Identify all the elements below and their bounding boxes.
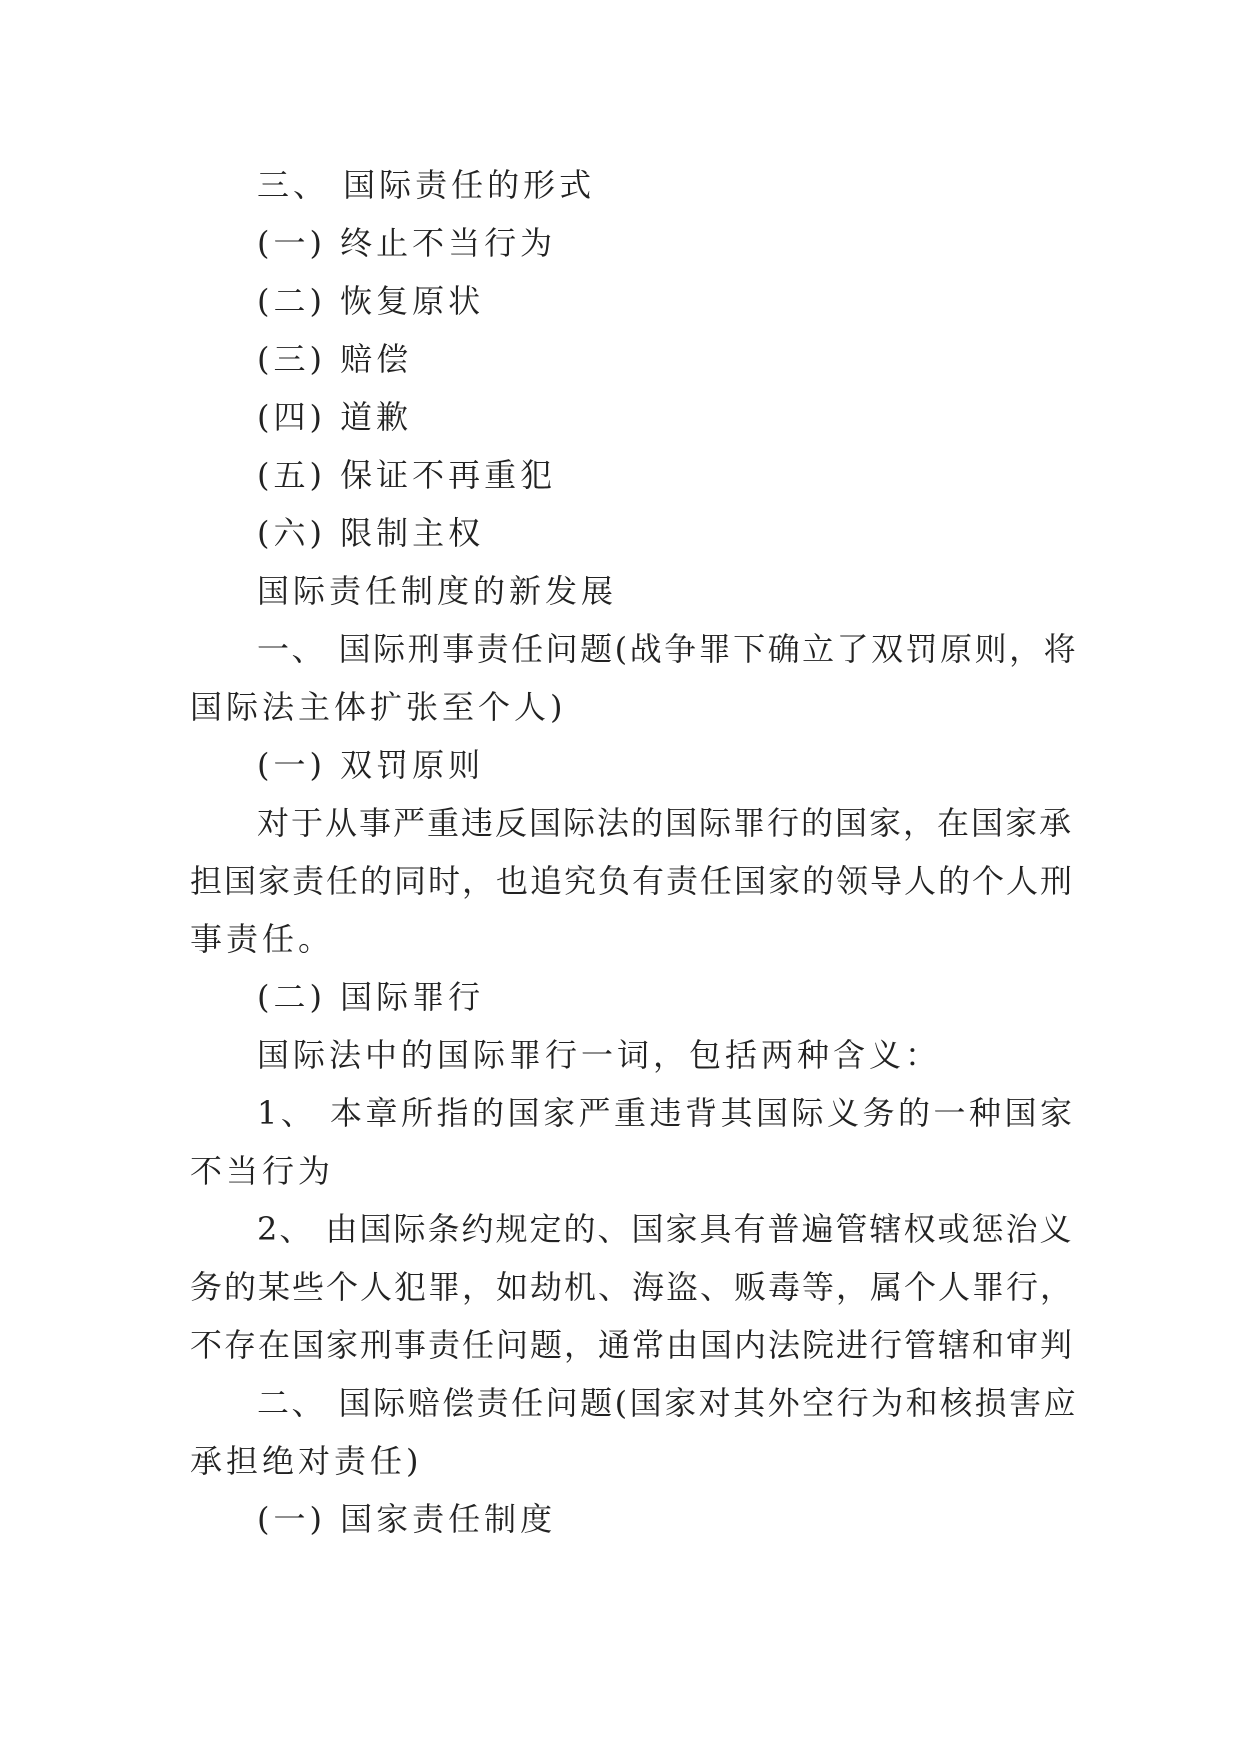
- paragraph-criminal-responsibility: 一、 国际刑事责任问题(战争罪下确立了双罚原则，将: [257, 630, 1079, 668]
- list-item-restitution: (二) 恢复原状: [257, 282, 485, 320]
- paragraph-double-punishment-body-cont1: 担国家责任的同时，也追究负有责任国家的领导人的个人刑: [190, 862, 1075, 900]
- paragraph-meaning-2-cont2: 不存在国家刑事责任问题，通常由国内法院进行管辖和审判: [190, 1326, 1075, 1364]
- paragraph-meaning-2: 2、 由国际条约规定的、国家具有普遍管辖权或惩治义: [257, 1210, 1074, 1248]
- list-item-state-responsibility-system: (一) 国家责任制度: [257, 1500, 557, 1538]
- section-heading-forms: 三、 国际责任的形式: [257, 166, 596, 204]
- list-item-guarantee-non-repetition: (五) 保证不再重犯: [257, 456, 557, 494]
- paragraph-criminal-responsibility-cont: 国际法主体扩张至个人): [190, 688, 567, 726]
- paragraph-double-punishment-body-cont2: 事责任。: [190, 920, 335, 958]
- paragraph-double-punishment-body: 对于从事严重违反国际法的国际罪行的国家，在国家承: [257, 804, 1074, 842]
- section-heading-new-developments: 国际责任制度的新发展: [257, 572, 618, 610]
- paragraph-liability-cont: 承担绝对责任): [190, 1442, 423, 1480]
- list-item-cease-wrongful-act: (一) 终止不当行为: [257, 224, 557, 262]
- paragraph-meaning-1: 1、 本章所指的国家严重违背其国际义务的一种国家: [257, 1094, 1076, 1132]
- paragraph-meaning-2-cont1: 务的某些个人犯罪，如劫机、海盗、贩毒等，属个人罪行，: [190, 1268, 1075, 1306]
- paragraph-crimes-meaning: 国际法中的国际罪行一词，包括两种含义：: [257, 1036, 942, 1074]
- list-item-limit-sovereignty: (六) 限制主权: [257, 514, 485, 552]
- paragraph-liability: 二、 国际赔偿责任问题(国家对其外空行为和核损害应: [257, 1384, 1079, 1422]
- list-item-apology: (四) 道歉: [257, 398, 413, 436]
- paragraph-meaning-1-cont: 不当行为: [190, 1152, 335, 1190]
- list-item-compensation: (三) 赔偿: [257, 340, 413, 378]
- list-item-double-punishment: (一) 双罚原则: [257, 746, 485, 784]
- list-item-international-crimes: (二) 国际罪行: [257, 978, 485, 1016]
